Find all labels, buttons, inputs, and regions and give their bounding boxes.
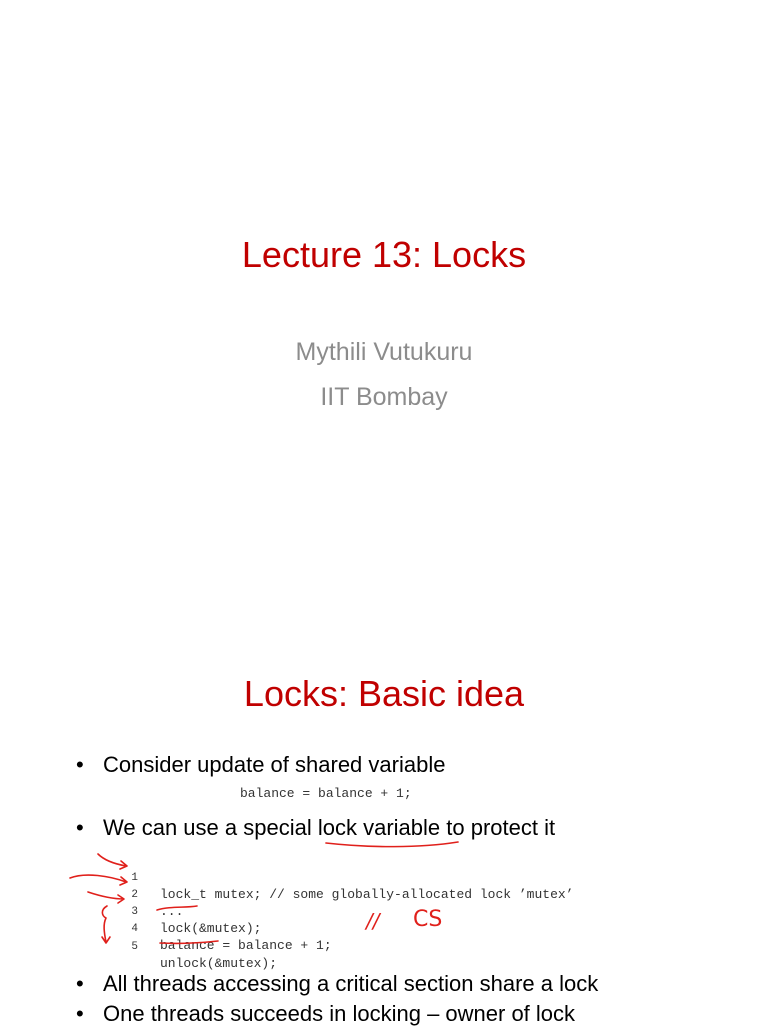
line-number: 4: [131, 923, 138, 935]
bullet-text-rest: to protect it: [446, 815, 556, 840]
lecture-title: Lecture 13: Locks: [241, 234, 527, 275]
bullet-dot: •: [76, 1001, 84, 1026]
line-code: lock(&mutex);: [160, 921, 262, 936]
lock-variable-underline: [326, 842, 458, 847]
unlock-underline: [160, 941, 218, 943]
line-code: ...: [160, 904, 184, 919]
arrow-to-line-1: [98, 854, 127, 869]
line-number: 3: [131, 906, 138, 918]
institution-name: IIT Bombay: [320, 383, 448, 411]
line-code: unlock(&mutex);: [160, 956, 278, 971]
bullet-text: One threads succeeds in locking – owner of lock: [103, 1001, 576, 1026]
bullet-item: [76, 971, 598, 997]
line-code: lock_t mutex; // some globally-allocated lock ’mutex’: [160, 887, 574, 902]
slide-title: Locks: Basic idea: [243, 673, 525, 714]
comment-slashes: //: [366, 909, 380, 933]
cs-annotation: CS: [413, 907, 443, 932]
line-code: balance = balance + 1;: [160, 938, 332, 953]
bullet-text: Consider update of shared variable: [103, 752, 446, 777]
lock-underline: [157, 906, 197, 910]
bullet-text: We can use a special: [103, 815, 312, 840]
author-name: Mythili Vutukuru: [295, 338, 473, 366]
bullet-text: All threads accessing a critical section share a lock: [103, 971, 599, 996]
line-number: 2: [131, 889, 138, 901]
lock-variable-term: lock variable: [317, 815, 441, 840]
bullet-dot: •: [76, 971, 84, 996]
arrow-to-line-3: [88, 892, 124, 903]
bullet-dot: •: [76, 752, 84, 777]
line-number: 5: [131, 941, 138, 953]
brace-arrow: [102, 906, 110, 943]
bullet-dot: •: [76, 815, 84, 840]
arrow-to-line-2: [70, 875, 127, 885]
code-example: balance = balance + 1;: [240, 786, 412, 801]
bullet-item: [76, 1001, 575, 1027]
line-number: 1: [131, 872, 138, 884]
